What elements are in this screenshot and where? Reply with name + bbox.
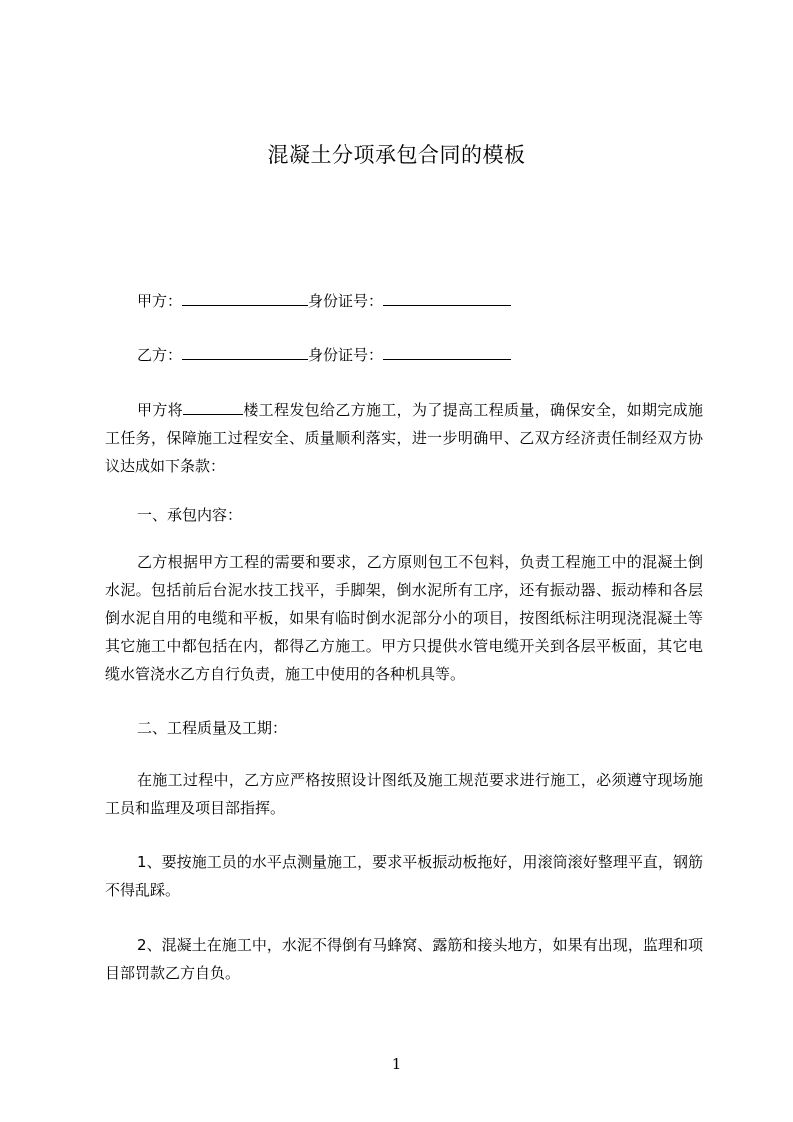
section2-body: 在施工过程中，乙方应严格按照设计图纸及施工规范要求进行施工，必须遵守现场施工员和监理及项目部指挥。 bbox=[105, 771, 703, 817]
party-a-label: 甲方： bbox=[137, 292, 183, 310]
building-blank bbox=[183, 400, 243, 415]
intro-paragraph bbox=[105, 396, 703, 480]
party-a-name-blank bbox=[182, 291, 308, 306]
party-b-label: 乙方： bbox=[137, 346, 183, 364]
party-b-id-blank bbox=[383, 345, 511, 360]
section1-heading: 一、承包内容： bbox=[137, 506, 243, 524]
party-a-line bbox=[137, 291, 737, 311]
party-a-id-label: 身份证号： bbox=[308, 292, 384, 310]
item-1: 1、要按施工员的水平点测量施工，要求平板振动板拖好，用滚筒滚好整理平直，钢筋不得乱踩。 bbox=[105, 853, 703, 899]
party-b-id-label: 身份证号： bbox=[308, 346, 384, 364]
section1-body: 乙方根据甲方工程的需要和要求，乙方原则包工不包料，负责工程施工中的混凝土倒水泥。包括前后台泥水技工找平，手脚架，倒水泥所有工序，还有振动器、振动棒和各层倒水泥自用的电缆和平板，如果有临时倒水泥部分小的项目，按图纸标注明现浇混凝土等其它施工中都包括在内，都得乙方施工。甲方只提供水管电缆开关到各层平板面，其它电缆水管浇水乙方自行负责，施工中使用的各种机具等。 bbox=[105, 553, 703, 683]
intro-suffix: 楼工程发包给乙方施工，为了提高工程质量，确保安全，如期完成施工任务，保障施工过程安全、质量顺利落实，进一步明确甲、乙双方经济责任制经双方协议达成如下条款： bbox=[105, 401, 703, 475]
section2-heading: 二、工程质量及工期： bbox=[137, 719, 288, 737]
document-title: 混凝土分项承包合同的模板 bbox=[267, 143, 526, 167]
intro-prefix: 甲方将 bbox=[137, 401, 183, 419]
item-2: 2、混凝土在施工中，水泥不得倒有马蜂窝、露筋和接头地方，如果有出现，监理和项目部罚款乙方自负。 bbox=[105, 936, 703, 982]
party-a-id-blank bbox=[383, 291, 511, 306]
page-number: 1 bbox=[391, 1055, 402, 1073]
party-b-line bbox=[137, 345, 737, 365]
party-b-name-blank bbox=[182, 345, 308, 360]
